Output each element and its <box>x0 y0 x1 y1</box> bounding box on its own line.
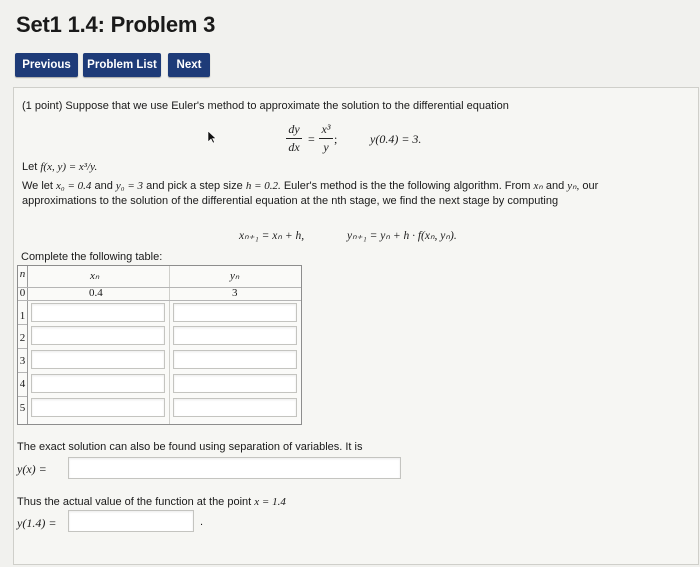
and-label-2: and <box>545 180 565 192</box>
y0-expr: y₀ = 3 <box>115 180 144 192</box>
yx-label: y(x) = <box>17 462 47 476</box>
let-label: Let <box>22 161 38 173</box>
x3-input[interactable] <box>31 350 165 369</box>
yx-answer-input[interactable] <box>68 457 401 479</box>
initial-condition: y(0.4) = 3. <box>370 132 422 146</box>
pick-step-label: and pick a step size <box>146 180 243 192</box>
formula-y: yₙ₊₁ = yₙ + h · f(xₙ, yₙ). <box>347 230 457 242</box>
actual-value-text: Thus the actual value of the function at the point <box>17 496 252 508</box>
page-title: Set1 1.4: Problem 3 <box>16 12 216 37</box>
x0-value: 0.4 <box>89 287 103 299</box>
y14-answer-input[interactable] <box>68 510 194 532</box>
x0-expr: x₀ = 0.4 <box>56 180 92 192</box>
euler-desc: Euler's method is the the following algorithm. From <box>283 180 531 192</box>
de-semicolon: ; <box>334 132 338 146</box>
xn-symbol: xₙ <box>533 180 543 192</box>
header-n: n <box>19 268 26 280</box>
header-xn: xₙ <box>90 270 100 282</box>
x4-input[interactable] <box>31 374 165 393</box>
x1-input[interactable] <box>31 303 165 322</box>
de-den: dx <box>288 140 300 154</box>
actual-value-line <box>17 496 286 508</box>
y14-label: y(1.4) = <box>17 516 57 530</box>
de-rhs-num: x³ <box>321 122 331 136</box>
row-index: 5 <box>19 402 26 414</box>
let-line <box>22 161 97 173</box>
yn-symbol: yₙ, <box>567 180 580 192</box>
row-index: 1 <box>19 310 26 322</box>
formula-x: xₙ₊₁ = xₙ + h, <box>239 230 305 242</box>
point-expr: x = 1.4 <box>254 496 286 508</box>
problem-list-button[interactable]: Problem List <box>83 53 161 77</box>
next-button[interactable]: Next <box>168 53 210 77</box>
we-let-line <box>22 179 598 192</box>
y2-input[interactable] <box>173 326 297 345</box>
de-rhs-den: y <box>323 140 329 154</box>
y0-value: 3 <box>232 287 238 299</box>
mouse-cursor-icon <box>207 130 217 144</box>
row-index: 3 <box>19 355 26 367</box>
approx-line: approximations to the solution of the differential equation at the nth stage, we find the next stage by computing <box>22 195 559 207</box>
final-period: . <box>200 516 204 528</box>
euler-table <box>17 265 302 425</box>
row-index: 2 <box>19 332 26 344</box>
x2-input[interactable] <box>31 326 165 345</box>
de-rhs-fraction <box>319 122 333 155</box>
our-label: our <box>582 180 599 192</box>
y5-input[interactable] <box>173 398 297 417</box>
and-label: and <box>94 180 113 192</box>
y3-input[interactable] <box>173 350 297 369</box>
y4-input[interactable] <box>173 374 297 393</box>
problem-intro: (1 point) Suppose that we use Euler's method to approximate the solution to the differential equation <box>22 100 509 112</box>
de-num: dy <box>288 122 300 136</box>
h-expr: h = 0.2. <box>245 180 281 192</box>
row-index: 0 <box>19 287 26 299</box>
previous-button[interactable]: Previous <box>15 53 78 77</box>
f-definition: f(x, y) = x³/y. <box>40 161 98 173</box>
de-equals: = <box>308 132 315 146</box>
de-lhs-fraction <box>286 122 302 155</box>
y1-input[interactable] <box>173 303 297 322</box>
we-let-label: We let <box>22 180 53 192</box>
x5-input[interactable] <box>31 398 165 417</box>
exact-solution-text: The exact solution can also be found using separation of variables. It is <box>17 441 363 453</box>
table-caption: Complete the following table: <box>21 251 163 263</box>
header-yn: yₙ <box>230 270 240 282</box>
row-index: 4 <box>19 378 26 390</box>
